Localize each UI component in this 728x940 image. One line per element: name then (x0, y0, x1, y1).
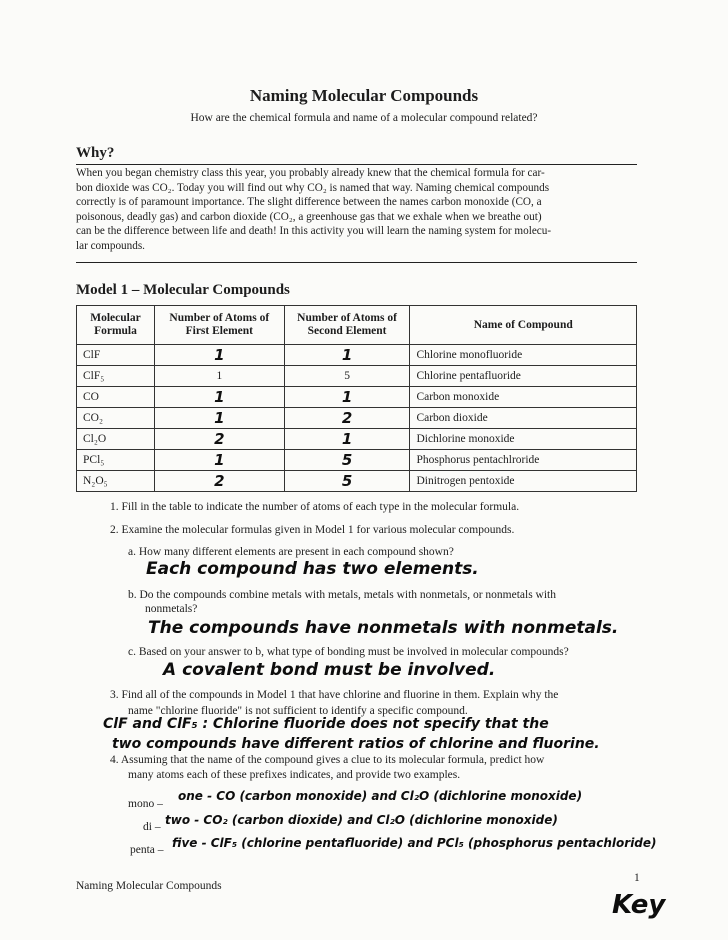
second-count-cell: 1 (284, 345, 410, 366)
table-row (77, 345, 637, 366)
why-bottom-rule (76, 262, 637, 263)
answer-2b: The compounds have nonmetals with nonmetals. (148, 618, 619, 638)
why-line: poisonous, deadly gas) and carbon dioxide (CO₂, a greenhouse gas that we exhale when we breathe out) (76, 210, 542, 223)
prefix-answer-mono: one - CO (carbon monoxide) and Cl₂O (dichlorine monoxide) (178, 789, 583, 803)
formula-cell: CO₂ (77, 408, 155, 429)
name-cell: Dichlorine monoxide (410, 429, 637, 450)
formula-cell: ClF (77, 345, 155, 366)
question-4-line2: many atoms each of these prefixes indicates, and provide two examples. (128, 769, 461, 781)
why-line: can be the difference between life and death! In this activity you will learn the naming system for molecu- (76, 225, 552, 238)
model-heading: Model 1 – Molecular Compounds (76, 282, 290, 298)
table-row (77, 408, 637, 429)
prefix-label-di: di – (143, 821, 161, 833)
table-row (77, 471, 637, 492)
answer-3-line2: two compounds have different ratios of chlorine and fluorine. (112, 736, 600, 752)
footer-title: Naming Molecular Compounds (76, 880, 222, 892)
question-3-line2: name "chlorine fluoride" is not sufficient to identify a specific compound. (128, 705, 468, 717)
formula-cell: Cl₂O (77, 429, 155, 450)
table-row (77, 387, 637, 408)
first-count-cell: 1 (154, 345, 284, 366)
page-title: Naming Molecular Compounds (249, 86, 479, 105)
question-2a: a. How many different elements are present in each compound shown? (128, 546, 454, 558)
table-row (77, 366, 637, 387)
prefix-label-penta: penta – (130, 844, 164, 856)
table-header-row (77, 306, 637, 345)
name-cell: Phosphorus pentachlroride (410, 450, 637, 471)
column-header: Number of Atoms of Second Element (284, 306, 410, 345)
second-count-cell: 5 (284, 471, 410, 492)
question-2: 2. Examine the molecular formulas given in Model 1 for various molecular compounds. (110, 524, 515, 536)
first-count-cell: 1 (154, 387, 284, 408)
second-count-cell: 5 (284, 450, 410, 471)
why-paragraph (76, 166, 636, 254)
first-count-cell: 1 (154, 450, 284, 471)
column-header: Name of Compound (410, 306, 637, 345)
prefix-answer-penta: five - ClF₅ (chlorine pentafluoride) and PCl₅ (phosphorus pentachloride) (172, 836, 657, 850)
name-cell: Chlorine pentafluoride (410, 366, 637, 387)
answer-2a: Each compound has two elements. (146, 559, 479, 579)
second-count-cell: 1 (284, 387, 410, 408)
answer-3-line1: ClF and ClF₅ : Chlorine fluoride does not specify that the (103, 716, 549, 732)
why-line: bon dioxide was CO₂. Today you will find out why CO₂ is named that way. Naming chemical compounds (76, 181, 550, 194)
question-2b-line1: b. Do the compounds combine metals with metals, metals with nonmetals, or nonmetals with (128, 589, 556, 601)
prefix-answer-di: two - CO₂ (carbon dioxide) and Cl₂O (dichlorine monoxide) (165, 813, 558, 827)
name-cell: Carbon monoxide (410, 387, 637, 408)
question-2c: c. Based on your answer to b, what type of bonding must be involved in molecular compounds? (128, 646, 569, 658)
column-header: Molecular Formula (77, 306, 155, 345)
why-line: lar compounds. (76, 239, 145, 252)
why-top-rule (76, 164, 637, 165)
formula-cell: ClF₅ (77, 366, 155, 387)
why-heading: Why? (76, 145, 115, 161)
why-line: When you began chemistry class this year, you probably already knew that the chemical formula for car- (76, 167, 545, 179)
answer-key-mark: Key (612, 890, 666, 920)
formula-cell: PCl₅ (77, 450, 155, 471)
name-cell: Carbon dioxide (410, 408, 637, 429)
model-table (76, 305, 637, 492)
second-count-cell: 2 (284, 408, 410, 429)
column-header: Number of Atoms of First Element (154, 306, 284, 345)
page-number: 1 (634, 872, 640, 884)
prefix-label-mono: mono – (128, 798, 163, 810)
table-row (77, 429, 637, 450)
question-4-line1: 4. Assuming that the name of the compound gives a clue to its molecular formula, predict how (110, 754, 545, 766)
second-count-cell: 5 (284, 366, 410, 387)
first-count-cell: 2 (154, 471, 284, 492)
question-3-line1: 3. Find all of the compounds in Model 1 that have chlorine and fluorine in them. Explain why the (110, 689, 559, 701)
question-1: 1. Fill in the table to indicate the number of atoms of each type in the molecular formula. (110, 501, 520, 513)
answer-2c: A covalent bond must be involved. (163, 660, 496, 680)
name-cell: Dinitrogen pentoxide (410, 471, 637, 492)
page-subtitle: How are the chemical formula and name of a molecular compound related? (190, 112, 538, 124)
first-count-cell: 1 (154, 408, 284, 429)
name-cell: Chlorine monofluoride (410, 345, 637, 366)
why-line: correctly is of paramount importance. The slight difference between the names carbon monoxide (CO, a (76, 196, 542, 209)
question-2b-line2: nonmetals? (145, 603, 198, 615)
first-count-cell: 2 (154, 429, 284, 450)
second-count-cell: 1 (284, 429, 410, 450)
formula-cell: CO (77, 387, 155, 408)
formula-cell: N₂O₅ (77, 471, 155, 492)
first-count-cell: 1 (154, 366, 284, 387)
table-row (77, 450, 637, 471)
